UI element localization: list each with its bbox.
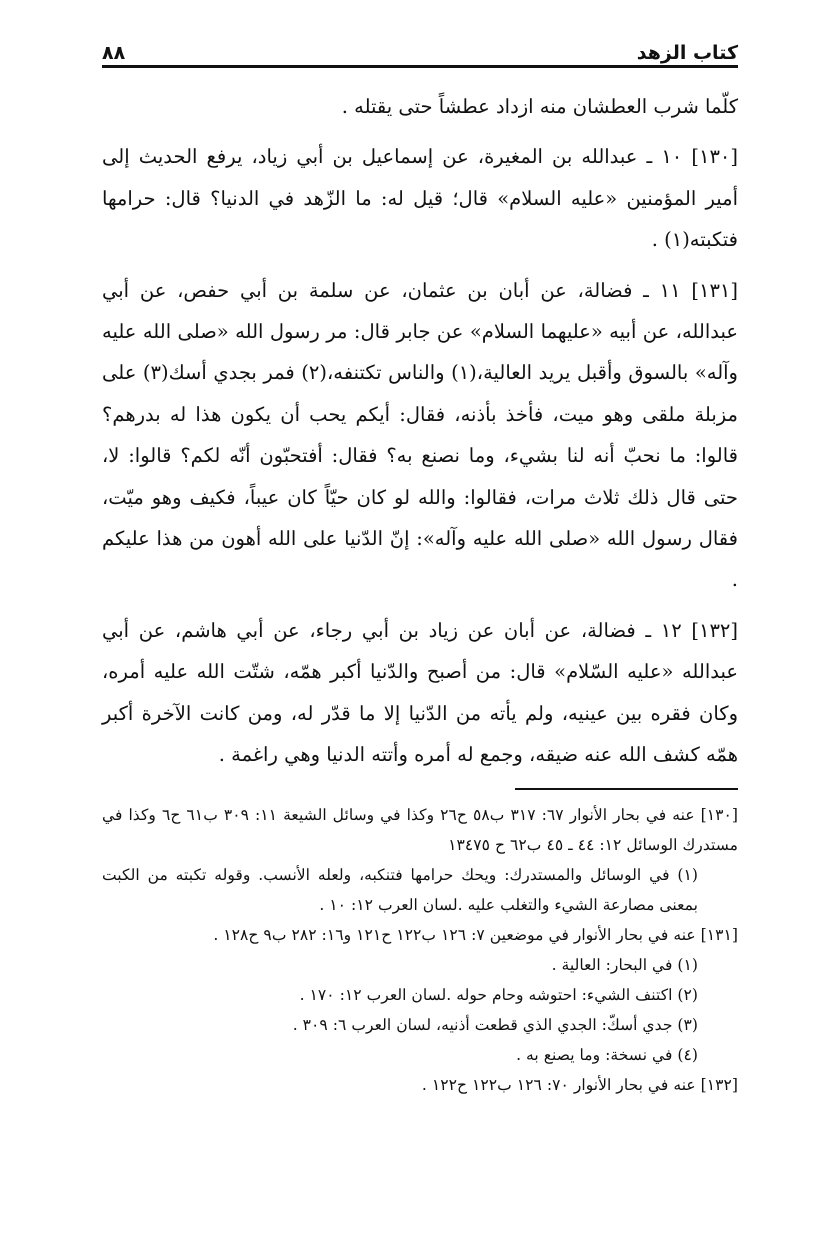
footnote-ref-131: [١٣١] عنه في بحار الأنوار في موضعين ٧: ١٢٦ ب١٢٢ ح١٢١ و١٦: ٢٨٢ ب٩ ح١٢٨ . [213,926,738,944]
footnote-ref-132: [١٣٢] عنه في بحار الأنوار ٧٠: ١٢٦ ب١٢٢ ح١٢٢ . [421,1076,738,1094]
hadith-132: [١٣٢] ١٢ ـ فضالة، عن أبان عن زياد بن أبي رجاء، عن أبي هاشم، عن أبي عبدالله «عليه السّلام» قال: من أصبح والدّنيا أكبر همّه، شتّت الله عليه أمره، وكان فقره بين عينيه، ولم يأته من الدّنيا إلا ما قدّر له، ومن كانت الآخرة أكبر همّه كشف الله عنه ضيقه، وجمع له أمره وأتته الدنيا وهي راغمة . [102,618,738,767]
footnote-ref-130: [١٣٠] عنه في بحار الأنوار ٦٧: ٣١٧ ب٥٨ ح٢٦ وكذا في وسائل الشيعة ١١: ٣٠٩ ب٦١ ح٦ وكذا في مستدرك الوسائل ١٢: ٤٤ ـ ٤٥ ب٦٢ ح ١٣٤٧٥ [102,806,738,854]
footnote-130-1: (١) في الوسائل والمستدرك: ويحك حرامها فتنكبه، ولعله الأنسب. وقوله تكبته من الكبت بمعنى مصارعة الشيء والتغلب عليه .لسان العرب ١٢: ١٠ . [102,866,698,914]
footnote-separator [515,788,738,790]
footnote-131-4: (٤) في نسخة: وما يصنع به . [516,1046,698,1064]
paragraph-continuation: كلّما شرب العطشان منه ازداد عطشاً حتى يقتله . [341,95,738,118]
main-text [102,86,738,776]
footnotes [102,800,738,1100]
running-title: كتاب الزهد [636,42,738,64]
page-number: ٨٨ [102,42,126,64]
footnote-131-1: (١) في البحار: العالية . [551,956,698,974]
hadith-130: [١٣٠] ١٠ ـ عبدالله بن المغيرة، عن إسماعيل بن أبي زياد، يرفع الحديث إلى أمير المؤمنين «عليه السلام» قال؛ قيل له: ما الزّهد في الدنيا؟ قال: حرامها فتكبته(١) . [102,145,738,252]
footnote-131-2: (٢) اكتنف الشيء: احتوشه وحام حوله .لسان العرب ١٢: ١٧٠ . [299,986,698,1004]
page-header [102,30,738,64]
footnote-131-3: (٣) جدي أسكّ: الجدي الذي قطعت أذنيه، لسان العرب ٦: ٣٠٩ . [292,1016,698,1034]
header-rule [102,65,738,68]
hadith-131: [١٣١] ١١ ـ فضالة، عن أبان بن عثمان، عن سلمة بن أبي حفص، عن أبي عبدالله، عن أبيه «عليهما السلام» عن جابر قال: مر رسول الله «صلى الله عليه وآله» بالسوق وأقبل يريد العالية،(١) والناس تكتنفه،(٢) فمر بجدي أسك(٣) على مزبلة ملقى وهو ميت، فأخذ بأذنه، فقال: أيكم يحب أن يكون هذا له بدرهم؟ قالوا: ما نحبّ أنه لنا بشيء، وما نصنع به؟ فقال: أفتحبّون أنّه لكم؟ قالوا: لا، حتى قال ذلك ثلاث مرات، فقالوا: والله لو كان حيّاً كان عيباً، فكيف وهو ميّت، فقال رسول الله «صلى الله عليه وآله»: إنّ الدّنيا على الله أهون من هذا عليكم . [102,278,738,592]
